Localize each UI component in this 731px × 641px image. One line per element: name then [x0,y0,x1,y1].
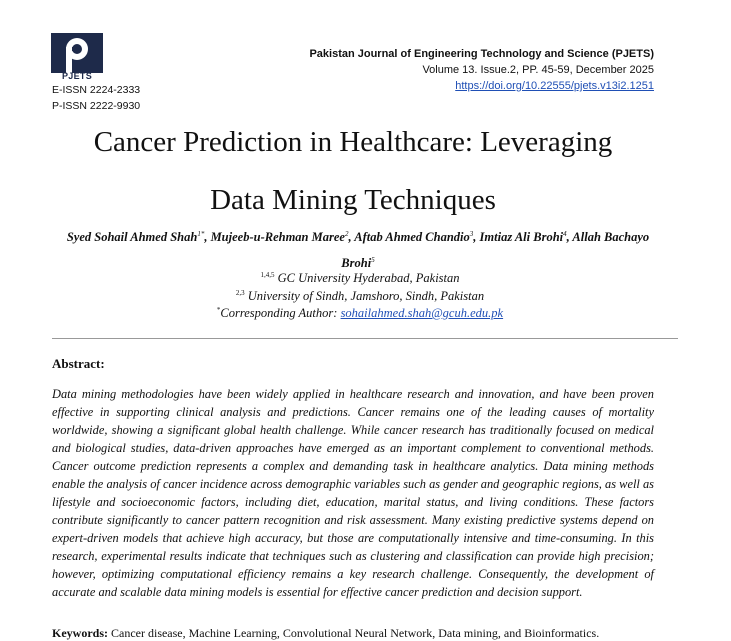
author-name: Allah Bachayo Brohi [341,230,650,271]
author-name: Mujeeb-u-Rehman Maree [210,230,345,245]
keywords [52,626,692,641]
affiliation-text: University of Sindh, Jamshoro, Sindh, Pakistan [244,289,485,304]
affiliation-sup: 2,3 [235,289,245,297]
author-name: Syed Sohail Ahmed Shah [66,230,198,245]
author-list [58,223,658,275]
author-separator: , [204,230,211,245]
title-line-1: Cancer Prediction in Healthcare: Leveraging [93,126,613,158]
author-sup: 1* [197,230,205,238]
author-separator: , [348,230,355,245]
author-separator: , [473,230,480,245]
doi-link[interactable]: https://doi.org/10.22555/pjets.v13i2.1251 [455,80,654,92]
e-issn: E-ISSN 2224-2333 [52,84,141,96]
title-line-2: Data Mining Techniques [210,184,496,216]
affiliation-1 [100,271,620,286]
logo-p-icon [51,33,103,73]
author-sup: 2 [344,230,349,238]
author-name: Aftab Ahmed Chandio [354,230,470,245]
author-name: Imtiaz Ali Brohi [479,230,564,245]
keywords-text: Cancer disease, Machine Learning, Convolutional Neural Network, Data mining, and Bioinformatics. [111,626,600,640]
author-sup: 3 [469,230,474,238]
logo-label: PJETS [61,71,92,81]
affiliation-text: GC University Hyderabad, Pakistan [274,271,460,286]
author-sup: 4 [563,230,567,238]
affiliation-sup: 1,4,5 [260,271,275,279]
affiliation-2 [100,289,620,304]
journal-info [309,46,654,94]
journal-name: Pakistan Journal of Engineering Technology and Science (PJETS) [309,48,654,60]
volume-info: Volume 13. Issue.2, PP. 45-59, December 2025 [422,64,654,76]
author-sup: 5 [371,256,375,265]
section-divider [52,338,678,339]
corresponding-label: Corresponding Author: [220,306,341,321]
corresponding-sup: * [216,306,221,314]
paper-title [40,113,666,229]
corresponding-author [100,306,620,321]
abstract-heading: Abstract: [52,356,105,371]
logo-mark [51,33,103,73]
p-issn: P-ISSN 2222-9930 [52,100,141,112]
author-separator: , [566,230,573,245]
corresponding-email-link[interactable]: sohailahmed.shah@gcuh.edu.pk [340,306,504,321]
keywords-label: Keywords: [52,626,108,640]
abstract-body: Data mining methodologies have been widely applied in healthcare research and innovation, and have been proven effective in supporting clinical analysis and predictions. Cancer remains one of the leading causes of mortality worldwide, showing a significant global health challenge. While cancer research has traditionally focused on medical and biological studies, data-driven approaches have emerged as an important complement to conventional methods. Cancer outcome prediction represents a complex and demanding task in healthcare analytics. Data mining methods enable the analysis of cancer incidence across demographic variables such as gender and geographic regions, as well as lifestyle and socioeconomic factors, including diet, education, marital status, and living conditions. These factors contribute significantly to cancer pattern recognition and risk assessment. Many existing predictive systems depend on expert-driven models that achieve high accuracy, but those are computationally intensive and time-consuming. In this research, experimental results indicate that techniques such as clustering and classification can provide high precision; however, optimizing computational efficiency remains a key research challenge. Consequently, the development of accurate and scalable data mining models is essential for effective cancer prediction and decision support. [52,387,654,599]
journal-logo [51,33,103,83]
